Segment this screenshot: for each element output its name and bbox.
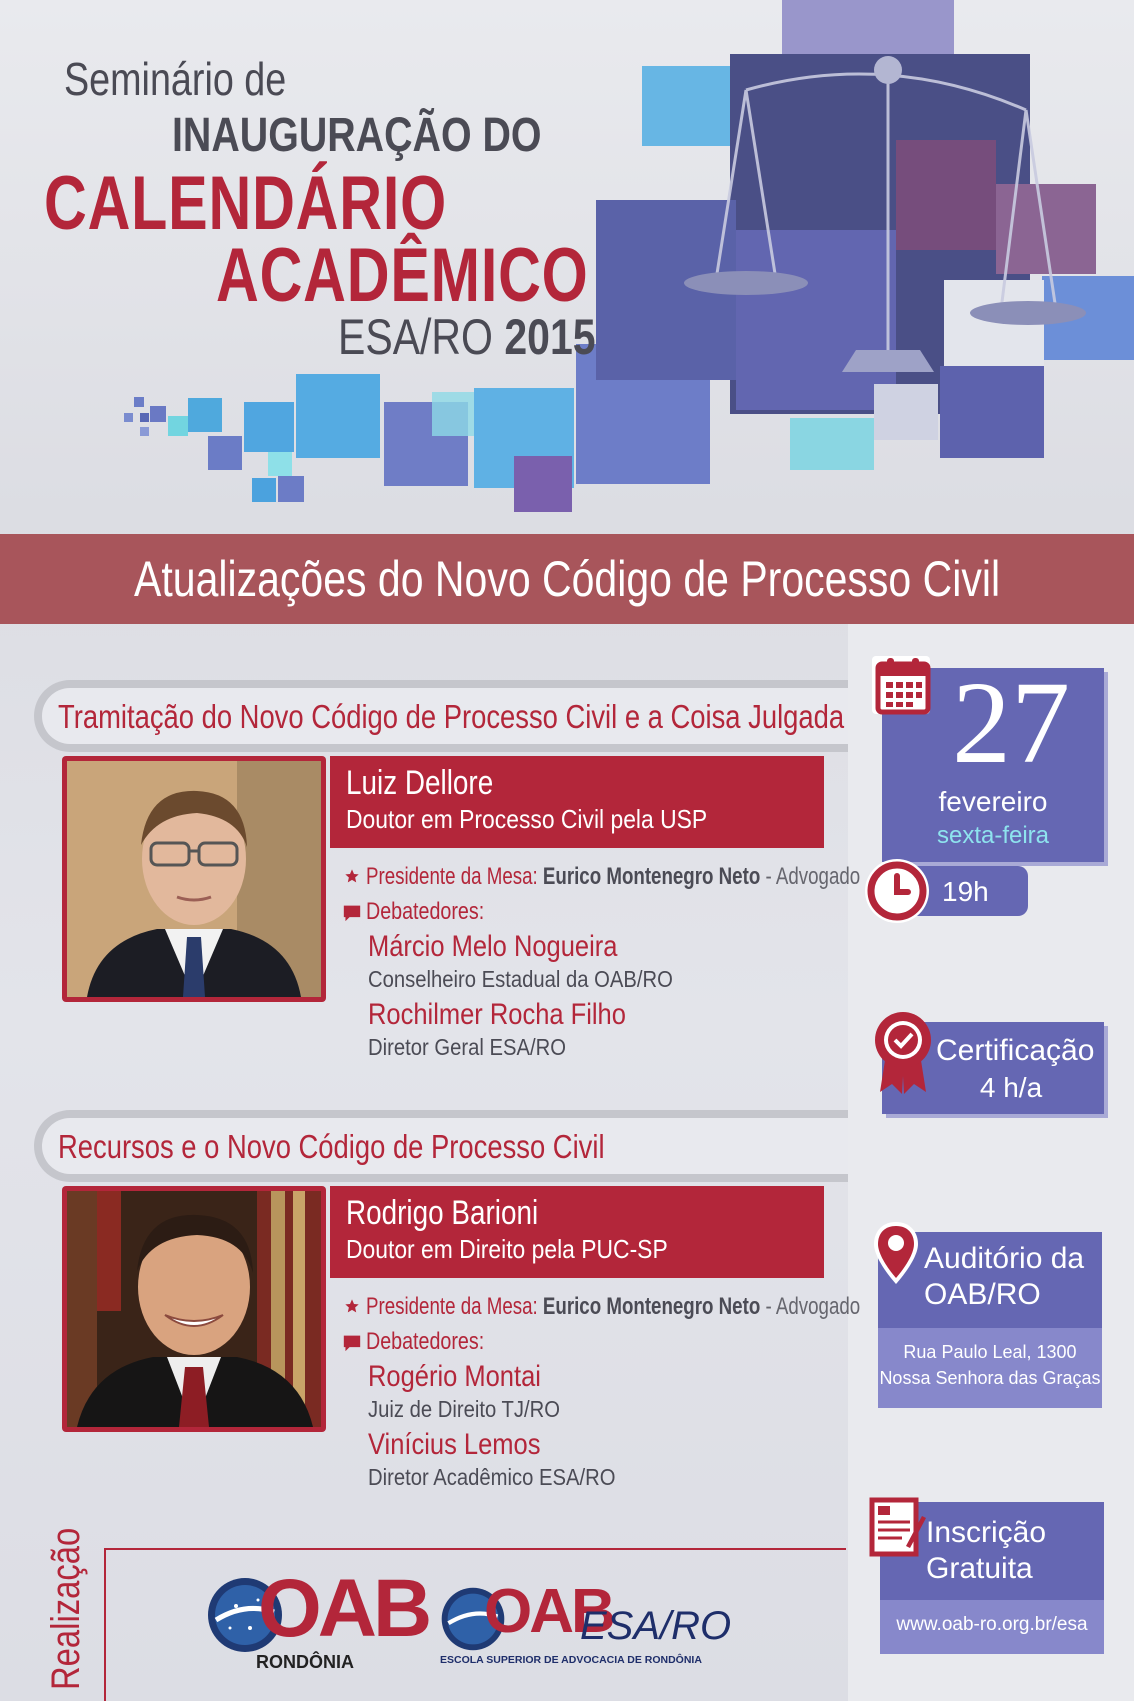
deco-square [244,402,294,452]
deco-square [168,416,188,436]
presidente-name: Eurico Montenegro Neto [542,1293,761,1320]
deco-square [124,413,133,422]
debatedor-role: Diretor Acadêmico ESA/RO [368,1464,616,1490]
deco-square [134,397,144,407]
star-icon [344,1298,360,1314]
form-document-icon [868,1496,926,1558]
debatedor-role: Conselheiro Estadual da OAB/RO [368,966,673,992]
deco-square [140,413,149,422]
talk-title: Recursos e o Novo Código de Processo Civil [58,1128,605,1165]
title-line-academico: ACADÊMICO [216,233,589,318]
speech-bubble-icon [342,904,362,922]
deco-square [208,436,242,470]
presidente-da-mesa [366,863,860,891]
footer-rule [104,1548,846,1550]
theme-banner-text [0,534,1134,624]
registration-label: Inscrição [926,1516,1047,1549]
presidente-label: Presidente da Mesa: [366,863,538,890]
talk-title: Tramitação do Novo Código de Processo Civil e a Coisa Julgada [58,698,845,735]
speaker-name: Rodrigo Barioni [346,1194,539,1232]
title-year: 2015 [504,309,596,365]
presidente-name: Eurico Montenegro Neto [542,863,761,890]
banner-label: Atualizações do Novo Código de Processo Civil [133,551,1000,607]
location-pin-icon [872,1220,920,1286]
debatedores-label: Debatedores: [366,1328,485,1355]
debatedor-name: Rogério Montai [368,1360,541,1393]
star-icon [344,868,360,884]
certification-label: Certificação [936,1034,1095,1067]
deco-square [514,456,572,512]
oab-rondonia-logo [206,1563,429,1676]
realizacao-text: Realização [44,1527,88,1690]
debatedor-role: Juiz de Direito TJ/RO [368,1396,560,1422]
title-esa: ESA/RO [338,309,493,365]
address-street: Rua Paulo Leal, 1300 [903,1342,1077,1362]
debatedor-name: Rochilmer Rocha Filho [368,998,626,1031]
scales-of-justice-image [596,0,1134,470]
venue-name-line2: OAB/RO [924,1278,1041,1311]
address-district: Nossa Senhora das Graças [879,1368,1101,1388]
deco-square [150,406,166,422]
speaker-credential: Doutor em Direito pela PUC-SP [346,1234,668,1264]
debatedor-role: Diretor Geral ESA/RO [368,1034,566,1060]
title-line-inauguracao: INAUGURAÇÃO DO [172,109,542,162]
logo2-subtitle: ESCOLA SUPERIOR DE ADVOCACIA DE RONDÔNIA [440,1654,702,1666]
title-line-esa-year [338,308,596,366]
event-day: 27 [952,657,1070,788]
debatedor-name: Márcio Melo Nogueira [368,930,618,963]
logo2-letters: OAB [484,1577,613,1646]
clock-icon [862,856,932,926]
deco-square [268,452,292,476]
deco-square [296,374,380,458]
event-time: 19h [942,876,989,907]
logo1-letters: OAB [258,1563,429,1654]
event-weekday: sexta-feira [936,822,1050,849]
oab-esa-ro-logo [440,1577,740,1676]
speech-bubble-icon [342,1334,362,1352]
certification-hours: 4 h/a [979,1072,1043,1103]
deco-square [278,476,304,502]
speaker-photo [62,756,326,1002]
presidente-label: Presidente da Mesa: [366,1293,538,1320]
logo2-name: ESA/RO [580,1604,732,1648]
footer-rule-vertical [104,1548,106,1701]
speaker-name: Luiz Dellore [346,764,494,802]
debatedor-name: Vinícius Lemos [368,1428,541,1461]
realizacao-label [44,1492,89,1690]
speaker-credential: Doutor em Processo Civil pela USP [346,804,708,834]
deco-square [188,398,222,432]
presidente-da-mesa [366,1293,860,1321]
registration-url[interactable]: www.oab-ro.org.br/esa [896,1614,1088,1635]
calendar-icon [874,656,932,716]
debatedores-label: Debatedores: [366,898,485,925]
event-month: fevereiro [938,786,1048,817]
title-line-seminario: Seminário de [64,53,287,105]
presidente-role: - Advogado [765,1293,861,1320]
deco-square [252,478,276,502]
deco-square [140,427,149,436]
certificate-badge-icon [872,1010,934,1094]
title-line-calendario: CALENDÁRIO [44,161,447,246]
venue-name: Auditório da [924,1242,1085,1275]
logo1-subtitle: RONDÔNIA [256,1652,354,1672]
speaker-photo [62,1186,326,1432]
registration-free: Gratuita [926,1552,1033,1585]
presidente-role: - Advogado [765,863,861,890]
